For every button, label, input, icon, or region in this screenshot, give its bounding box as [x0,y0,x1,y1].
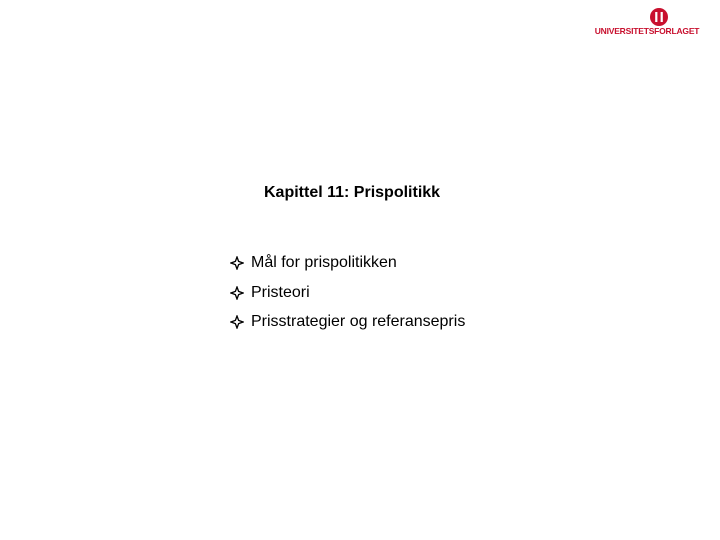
diamond-bullet-icon [230,286,244,300]
slide-title: Kapittel 11: Prispolitikk [264,184,441,201]
bullet-label: Mål for prispolitikken [251,254,397,271]
bullet-label: Pristeori [251,283,310,301]
diamond-bullet-icon [230,256,244,270]
publisher-logo [584,8,710,40]
bullet-list [230,254,465,343]
bullet-item [230,284,465,302]
bullet-label: Prisstrategier og referansepris [251,313,466,330]
bullet-item [230,254,465,272]
logo-emblem-icon [650,8,668,26]
logo-text: UNIVERSITETSFORLAGET [594,26,700,36]
diamond-bullet-icon [230,315,244,329]
bullet-item [230,313,465,331]
